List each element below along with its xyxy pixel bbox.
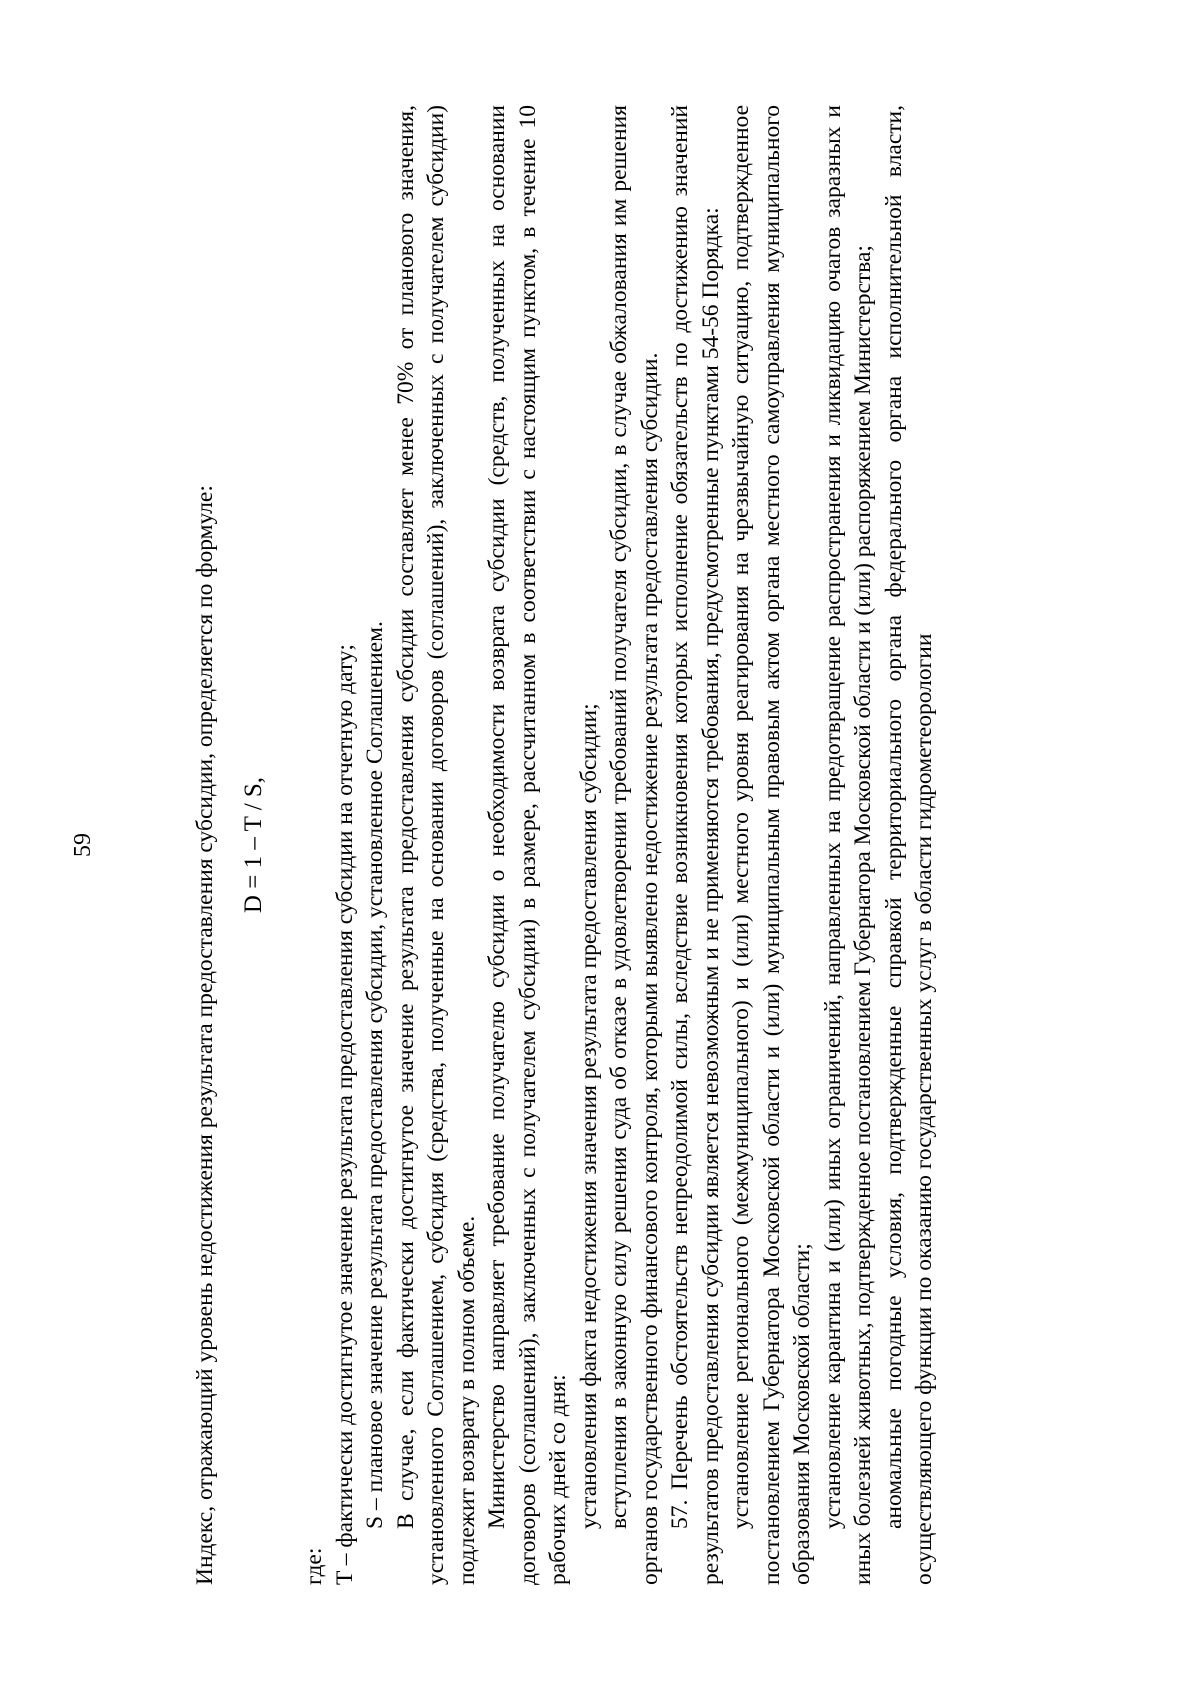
paragraph-return-condition: В случае, если фактически достигнутое значение результата предоставления субсидии составляет менее 70% от планового значения, установленного Соглашением, субсидия (средства, полученные на основании договоров (соглашений), заключенных с получателем субсидии) подлежит возврату в полном объеме. <box>392 105 480 1585</box>
paragraph-ministry-requirement: Министерство направляет требование получателю субсидии о необходимости возврата субсидии (средств, полученных на основании договоров (соглашений), заключенных с получателем субсидии) в размере, рассчитанном в соответствии с настоящим пунктом, в течение 10 рабочих дней со дня: <box>484 105 571 1585</box>
page-number: 59 <box>70 833 96 857</box>
rotated-page <box>70 105 1010 1585</box>
paragraph-force-majeure-list: 57. Перечень обстоятельств непреодолимой силы, вследствие возникновения которых исполнение обязательств по достижению значений результатов предоставления субсидии является невозможным и не применяются требования, предусмотренные пунктами 54-56 Порядка: <box>667 105 724 1585</box>
paragraph-court-decision: вступления в законную силу решения суда об отказе в удовлетворении требований получателя субсидии, в случае обжалования им решения органов государственного финансового контроля, которыми выявлено недостижение результата предоставления субсидии. <box>606 105 663 1585</box>
formula: D = 1 – T / S, <box>239 776 267 914</box>
definition-s: S – плановое значение результата предоставления субсидии, установленное Соглашением. <box>362 621 388 1529</box>
intro-paragraph: Индекс, отражающий уровень недостижения результата предоставления субсидии, определяется по формуле: <box>192 485 218 1585</box>
where-label: где: <box>301 1547 327 1585</box>
document-body <box>190 105 940 1585</box>
definition-t: T – фактически достигнутое значение результата предоставления субсидии на отчетную дату; <box>331 644 358 1585</box>
paragraph-emergency-response: установление регионального (межмуниципального) и (или) местного уровня реагирования на чрезвычайную ситуацию, подтвержденное постановлением Губернатора Московской области и (или) муниципальным правовым актом органа местного самоуправления муниципального образования Московской области; <box>728 105 815 1585</box>
paragraph-weather-conditions: аномальные погодные условия, подтвержденные справкой территориального органа федерального органа исполнительной власти, осуществляющего функции по оказанию государственных услуг в области гидрометеорологии <box>880 105 937 1585</box>
paragraph-quarantine: установление карантина и (или) иных ограничений, направленных на предотвращение распространения и ликвидацию очагов заразных и иных болезней животных, подтвержденное постановлением Губернатора Московской области и (или) распоряжением Министерства; <box>819 105 876 1585</box>
paragraph-fact-established: установления факта недостижения значения результата предоставления субсидии; <box>575 703 602 1529</box>
